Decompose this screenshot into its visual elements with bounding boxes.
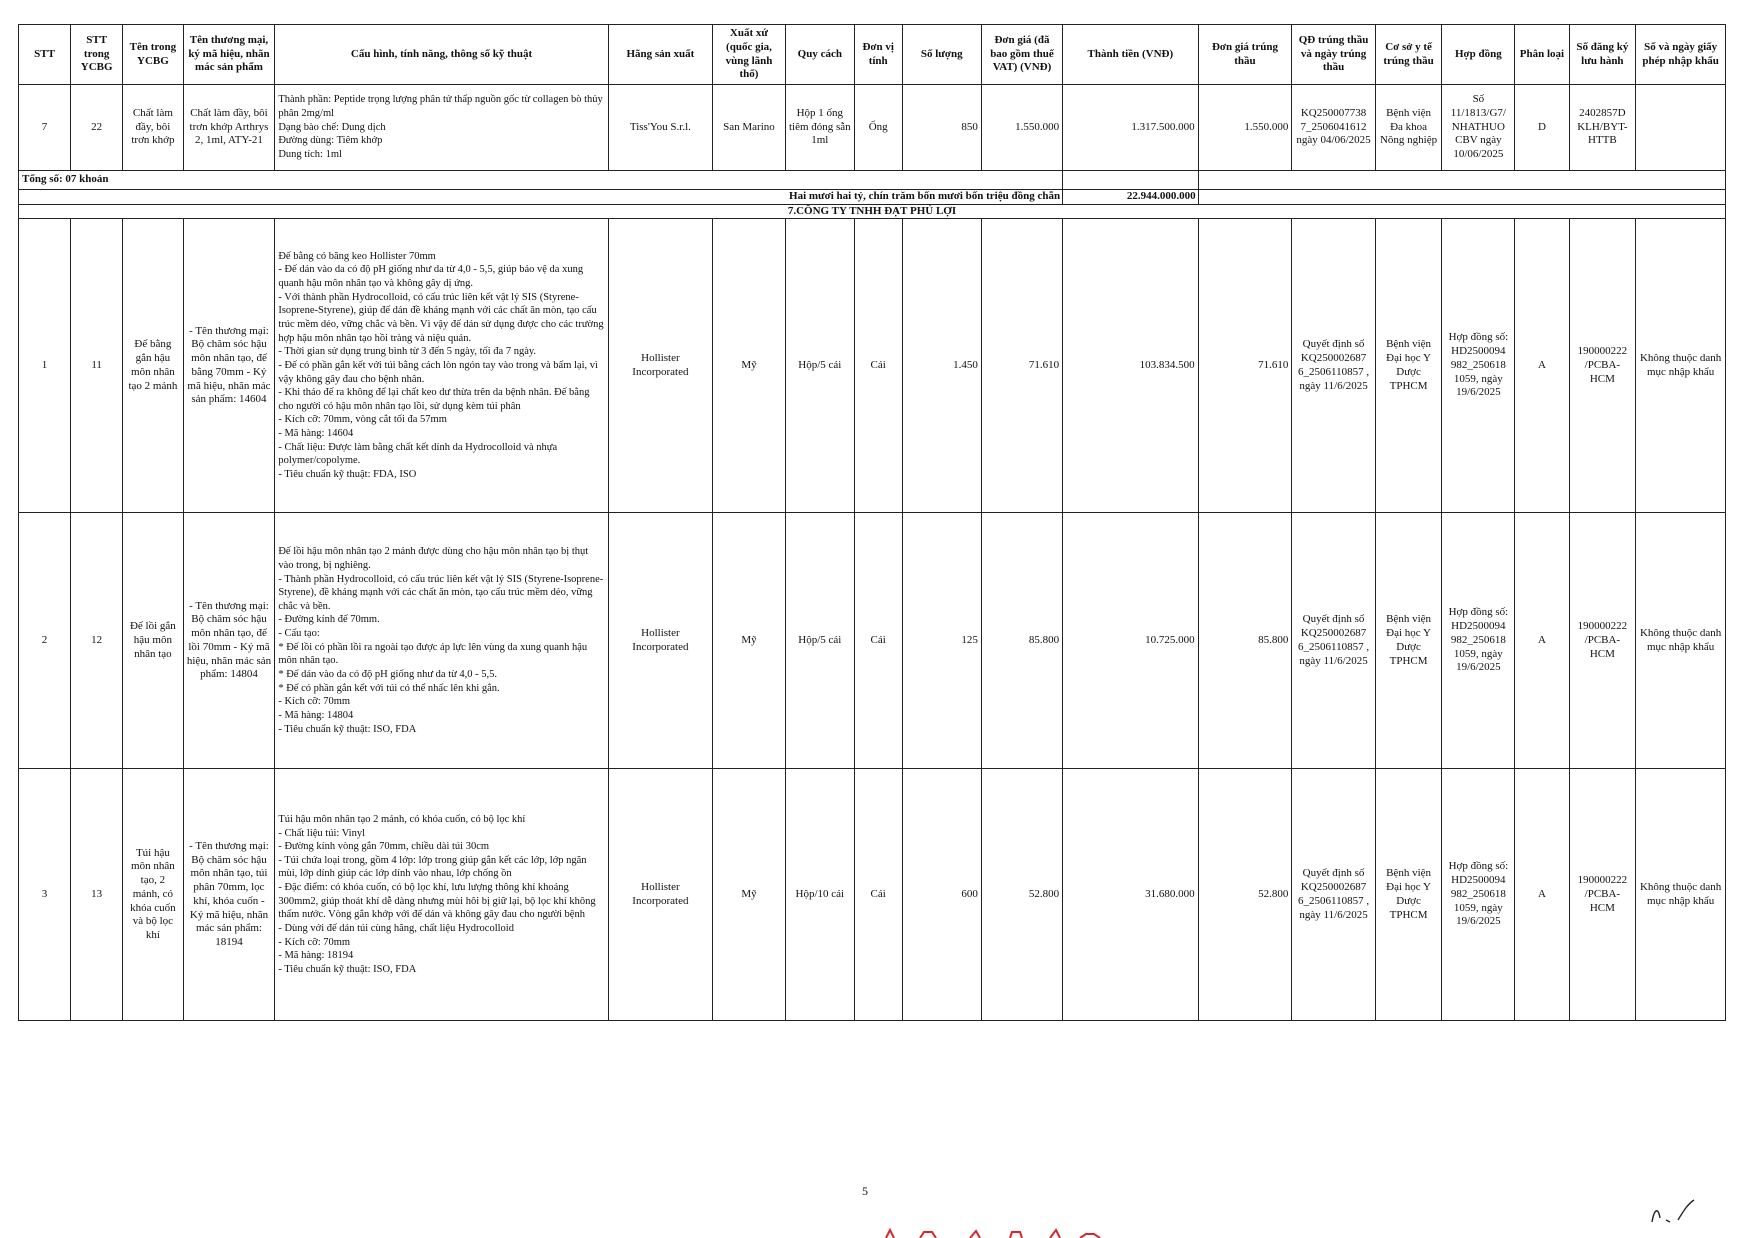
- spec-line: - Đường kính vòng gắn 70mm, chiều dài túi 30cm: [278, 841, 490, 853]
- total-amount: 22.944.000.000: [1063, 189, 1198, 204]
- cell-hang-sx: Hollister Incorporated: [608, 219, 712, 513]
- cell-co-so: Bệnh viện Đại học Y Dược TPHCM: [1375, 219, 1442, 513]
- total-blank-3: [1198, 171, 1725, 190]
- total-words-blank: [1198, 189, 1725, 204]
- header-so-dang-ky: Số đăng ký lưu hành: [1569, 25, 1636, 85]
- cell-spec: [275, 769, 608, 1021]
- cell-qd: KQ250007738 7_2506041612 ngày 04/06/2025: [1292, 85, 1375, 171]
- spec-line: - Túi chứa loại trong, gồm 4 lớp: lớp trong giúp gắn kết các lớp, lớp ngăn mùi, lớp dính giúp các lớp dính vào nhau, lớp chống ồn: [278, 854, 587, 880]
- cell-quy-cach: Hộp/10 cái: [785, 769, 854, 1021]
- cell-stt: 2: [19, 513, 71, 769]
- cell-so-luong: 1.450: [902, 219, 981, 513]
- cell-don-gia-trung: 85.800: [1198, 513, 1292, 769]
- document-sheet: [18, 24, 1726, 1021]
- cell-xuat-xu: Mỹ: [713, 769, 786, 1021]
- cell-thanh-tien: 10.725.000: [1063, 513, 1198, 769]
- cell-giay-phep: [1636, 85, 1726, 171]
- cell-so-luong: 125: [902, 513, 981, 769]
- cell-don-gia-vat: 85.800: [981, 513, 1062, 769]
- spec-line: * Đế dán vào da có độ pH giống như da từ 4,0 - 5,5.: [278, 669, 498, 681]
- spec-line: - Đế có phần gắn kết với túi bằng cách lòn ngón tay vào trong và bấm lại, vì vậy không gây đau cho bệnh nhân.: [278, 359, 598, 385]
- cell-stt: 3: [19, 769, 71, 1021]
- cell-hang-sx: Hollister Incorporated: [608, 513, 712, 769]
- cell-so-dang-ky: 190000222 /PCBA-HCM: [1569, 513, 1636, 769]
- spec-line: - Mã hàng: 18194: [278, 950, 354, 962]
- header-co-so: Cơ sở y tế trúng thầu: [1375, 25, 1442, 85]
- spec-line: - Thời gian sử dụng trung bình từ 3 đến 5 ngày, tối đa 7 ngày.: [278, 346, 537, 358]
- spec-line: - Khi tháo đế ra không để lại chất keo dư thừa trên da bệnh nhân. Đế bằng cho người có hậu môn nhân tạo lồi, sử dụng kèm túi phân: [278, 387, 590, 412]
- header-row: [19, 25, 1726, 85]
- spec-line: - Kích cỡ: 70mm: [278, 936, 351, 948]
- company-name: 7.CÔNG TY TNHH ĐẠT PHÚ LỢI: [19, 204, 1726, 219]
- cell-so-dang-ky: 2402857D KLH/BYT-HTTB: [1569, 85, 1636, 171]
- spec-line: - Tiêu chuẩn kỹ thuật: ISO, FDA: [278, 723, 417, 735]
- cell-don-gia-vat: 52.800: [981, 769, 1062, 1021]
- cell-hop-dong: Hợp đồng số: HD2500094 982_250618 1059, ngày 19/6/2025: [1442, 219, 1515, 513]
- header-thanh-tien: Thành tiền (VNĐ): [1063, 25, 1198, 85]
- total-blank: [275, 171, 1063, 190]
- spec-line: - Kích cỡ: 70mm, vòng cắt tối đa 57mm: [278, 414, 447, 426]
- header-stt-ycbg: STT trong YCBG: [71, 25, 123, 85]
- cell-co-so: Bệnh viện Đại học Y Dược TPHCM: [1375, 769, 1442, 1021]
- cell-qd: Quyết định số KQ250002687 6_2506110857 , ngày 11/6/2025: [1292, 769, 1375, 1021]
- cell-so-luong: 600: [902, 769, 981, 1021]
- cell-hop-dong: Hợp đồng số: HD2500094 982_250618 1059, ngày 19/6/2025: [1442, 769, 1515, 1021]
- header-stt: STT: [19, 25, 71, 85]
- spec-line: * Đế lồi có phần lồi ra ngoài tạo được áp lực lên vùng da xung quanh hậu môn nhân tạo.: [278, 641, 588, 667]
- page-number: 5: [862, 1184, 868, 1198]
- spec-line: Đế lồi hậu môn nhân tạo 2 mảnh được dùng cho hậu môn nhân tạo bị thụt vào trong, bị nghiêng.: [278, 546, 589, 571]
- spec-line: - Tiêu chuẩn kỹ thuật: FDA, ISO: [278, 469, 417, 481]
- cell-hop-dong: Hợp đồng số: HD2500094 982_250618 1059, ngày 19/6/2025: [1442, 513, 1515, 769]
- cell-thanh-tien: 103.834.500: [1063, 219, 1198, 513]
- cell-spec: [275, 513, 608, 769]
- header-hop-dong: Hợp đồng: [1442, 25, 1515, 85]
- header-giay-phep: Số và ngày giấy phép nhập khẩu: [1636, 25, 1726, 85]
- cell-ten-thuong-mai: - Tên thương mại: Bộ chăm sóc hậu môn nhân tạo, đế bằng 70mm - Ký mã hiệu, nhãn mác sản phẩm: 14604: [183, 219, 275, 513]
- cell-quy-cach: Hộp 1 ống tiêm đóng sẵn 1ml: [785, 85, 854, 171]
- header-don-gia-trung: Đơn giá trúng thầu: [1198, 25, 1292, 85]
- spec-line: - Chất liệu túi: Vinyl: [278, 827, 365, 839]
- cell-giay-phep: Không thuộc danh mục nhập khẩu: [1636, 219, 1726, 513]
- cell-spec: [275, 219, 608, 513]
- cell-hang-sx: Tiss'You S.r.l.: [608, 85, 712, 171]
- cell-ten-thuong-mai: - Tên thương mại: Bộ chăm sóc hậu môn nhân tạo, túi phân 70mm, lọc khí, khóa cuốn - Ký mã hiệu, nhãn mác sản phẩm: 18194: [183, 769, 275, 1021]
- cell-ten-ycbg: Đế bằng gắn hậu môn nhân tạo 2 mảnh: [123, 219, 183, 513]
- cell-co-so: Bệnh viện Đa khoa Nông nghiệp: [1375, 85, 1442, 171]
- header-quy-cach: Quy cách: [785, 25, 854, 85]
- cell-don-gia-trung: 52.800: [1198, 769, 1292, 1021]
- spec-line: - Dùng với đế dán túi cùng hãng, chất liệu Hydrocolloid: [278, 923, 514, 935]
- cell-qd: Quyết định số KQ250002687 6_2506110857 , ngày 11/6/2025: [1292, 513, 1375, 769]
- spec-line: - Đường kính đế 70mm.: [278, 614, 380, 626]
- cell-phan-loai: A: [1515, 513, 1569, 769]
- cell-don-vi: Cái: [854, 219, 902, 513]
- cell-don-vi: Ống: [854, 85, 902, 171]
- cell-hop-dong: Số 11/1813/G7/ NHATHUO CBV ngày 10/06/2025: [1442, 85, 1515, 171]
- cell-ten-thuong-mai: - Tên thương mại: Bộ chăm sóc hậu môn nhân tạo, đế lồi 70mm - Ký mã hiệu, nhãn mác sản phẩm: 14804: [183, 513, 275, 769]
- spec-line: - Thành phần Hydrocolloid, có cấu trúc liên kết vật lý SIS (Styrene-Isoprene-Styrene), đề kháng mạnh với các chất ăn mòn, tạo cấu trúc mềm dẻo, vững chắc và bền.: [278, 573, 604, 612]
- cell-ten-ycbg: Đế lồi gắn hậu môn nhân tạo: [123, 513, 183, 769]
- company-row: [19, 204, 1726, 219]
- cell-phan-loai: A: [1515, 769, 1569, 1021]
- cell-qd: Quyết định số KQ250002687 6_2506110857 , ngày 11/6/2025: [1292, 219, 1375, 513]
- cell-don-gia-trung: 71.610: [1198, 219, 1292, 513]
- cell-phan-loai: A: [1515, 219, 1569, 513]
- cell-so-dang-ky: 190000222 /PCBA-HCM: [1569, 769, 1636, 1021]
- table-row-3: [19, 769, 1726, 1021]
- header-qd: QĐ trúng thầu và ngày trúng thầu: [1292, 25, 1375, 85]
- cell-xuat-xu: Mỹ: [713, 219, 786, 513]
- spec-line: - Đế dán vào da có độ pH giống như da từ 4,0 - 5,5, giúp bảo vệ da xung quanh hậu môn nhân tạo và không gây dị ứng.: [278, 264, 584, 290]
- cell-stt-ycbg: 11: [71, 219, 123, 513]
- spec-line: - Tiêu chuẩn kỹ thuật: ISO, FDA: [278, 963, 417, 975]
- spec-line: Dạng bào chế: Dung dịch: [278, 121, 386, 133]
- cell-stt-ycbg: 12: [71, 513, 123, 769]
- cell-don-vi: Cái: [854, 769, 902, 1021]
- cell-so-luong: 850: [902, 85, 981, 171]
- header-ten-ycbg: Tên trong YCBG: [123, 25, 183, 85]
- header-don-gia-vat: Đơn giá (đã bao gồm thuế VAT) (VNĐ): [981, 25, 1062, 85]
- spec-line: - Cấu tạo:: [278, 628, 320, 640]
- header-xuat-xu: Xuất xứ (quốc gia, vùng lãnh thổ): [713, 25, 786, 85]
- cell-stt-ycbg: 22: [71, 85, 123, 171]
- cell-co-so: Bệnh viện Đại học Y Dược TPHCM: [1375, 513, 1442, 769]
- spec-line: - Chất liệu: Được làm bằng chất kết dính da Hydrocolloid và nhựa polymer/copolyme.: [278, 441, 558, 467]
- cell-don-gia-vat: 71.610: [981, 219, 1062, 513]
- spec-line: Túi hậu môn nhân tạo 2 mảnh, có khóa cuốn, có bộ lọc khí: [278, 813, 526, 825]
- spec-line: * Đế có phần gắn kết với túi có thể nhấc lên khi gắn.: [278, 682, 500, 694]
- header-hang-sx: Hãng sản xuất: [608, 25, 712, 85]
- spec-line: - Mã hàng: 14804: [278, 709, 354, 721]
- cell-giay-phep: Không thuộc danh mục nhập khẩu: [1636, 769, 1726, 1021]
- spec-line: Đường dùng: Tiêm khớp: [278, 135, 383, 147]
- cell-thanh-tien: 31.680.000: [1063, 769, 1198, 1021]
- table-row-prev: [19, 85, 1726, 171]
- cell-stt: 7: [19, 85, 71, 171]
- spec-line: Thành phần: Peptide trọng lượng phân tử thấp nguồn gốc từ collagen bò thủy phân 2mg/ml: [278, 94, 603, 120]
- cell-phan-loai: D: [1515, 85, 1569, 171]
- cell-don-gia-trung: 1.550.000: [1198, 85, 1292, 171]
- spec-line: Dung tích: 1ml: [278, 148, 342, 160]
- header-so-luong: Số lượng: [902, 25, 981, 85]
- spec-line: Đế bằng có băng keo Hollister 70mm: [278, 250, 436, 262]
- total-blank-2: [1063, 171, 1198, 190]
- header-cau-hinh: Cấu hình, tính năng, thông số kỹ thuật: [275, 25, 608, 85]
- stamp-mark: [880, 1226, 1120, 1238]
- total-label: Tổng số: 07 khoản: [19, 171, 275, 190]
- signature-mark: [1648, 1196, 1708, 1226]
- table-row-1: [19, 219, 1726, 513]
- procurement-table: [18, 24, 1726, 1021]
- cell-so-dang-ky: 190000222 /PCBA-HCM: [1569, 219, 1636, 513]
- cell-thanh-tien: 1.317.500.000: [1063, 85, 1198, 171]
- cell-quy-cach: Hộp/5 cái: [785, 513, 854, 769]
- spec-line: - Với thành phần Hydrocolloid, có cấu trúc liên kết vật lý SIS (Styrene-Isoprene-Styrene), giúp đế dán đề kháng mạnh với các chất ăn mòn, tạo cấu trúc mềm dẻo, vững chắc và bền. Vì vậy đế dán sử dụng được cho các trường hợp hậu môn nhân tạo hồi tràng và niệu quản.: [278, 291, 604, 344]
- cell-stt-ycbg: 13: [71, 769, 123, 1021]
- total-row: [19, 171, 1726, 190]
- total-words-row: [19, 189, 1726, 204]
- cell-don-gia-vat: 1.550.000: [981, 85, 1062, 171]
- cell-giay-phep: Không thuộc danh mục nhập khẩu: [1636, 513, 1726, 769]
- cell-ten-thuong-mai: Chất làm đầy, bôi trơn khớp Arthrys 2, 1ml, ATY-21: [183, 85, 275, 171]
- total-in-words: Hai mươi hai tỷ, chín trăm bốn mươi bốn triệu đồng chẵn: [19, 189, 1063, 204]
- cell-stt: 1: [19, 219, 71, 513]
- cell-xuat-xu: Mỹ: [713, 513, 786, 769]
- spec-line: - Đặc điểm: có khóa cuốn, có bộ lọc khí, lưu lượng thông khí khoảng 300mm2, giúp thoát khí dễ dàng nhưng mùi hôi bị giữ lại, bộ lọc khí không thấm nước. Vòng gắn khớp với đế dán và không gây đau cho người bệnh: [278, 882, 596, 921]
- cell-ten-ycbg: Chất làm đầy, bôi trơn khớp: [123, 85, 183, 171]
- header-ten-thuong-mai: Tên thương mại, ký mã hiệu, nhãn mác sản phẩm: [183, 25, 275, 85]
- cell-hang-sx: Hollister Incorporated: [608, 769, 712, 1021]
- spec-line: - Mã hàng: 14604: [278, 428, 354, 440]
- cell-don-vi: Cái: [854, 513, 902, 769]
- header-phan-loai: Phân loại: [1515, 25, 1569, 85]
- cell-xuat-xu: San Marino: [713, 85, 786, 171]
- header-don-vi: Đơn vị tính: [854, 25, 902, 85]
- table-row-2: [19, 513, 1726, 769]
- cell-ten-ycbg: Túi hậu môn nhân tạo, 2 mảnh, có khóa cuốn và bộ lọc khí: [123, 769, 183, 1021]
- cell-quy-cach: Hộp/5 cái: [785, 219, 854, 513]
- spec-line: - Kích cỡ: 70mm: [278, 696, 351, 708]
- cell-spec: [275, 85, 608, 171]
